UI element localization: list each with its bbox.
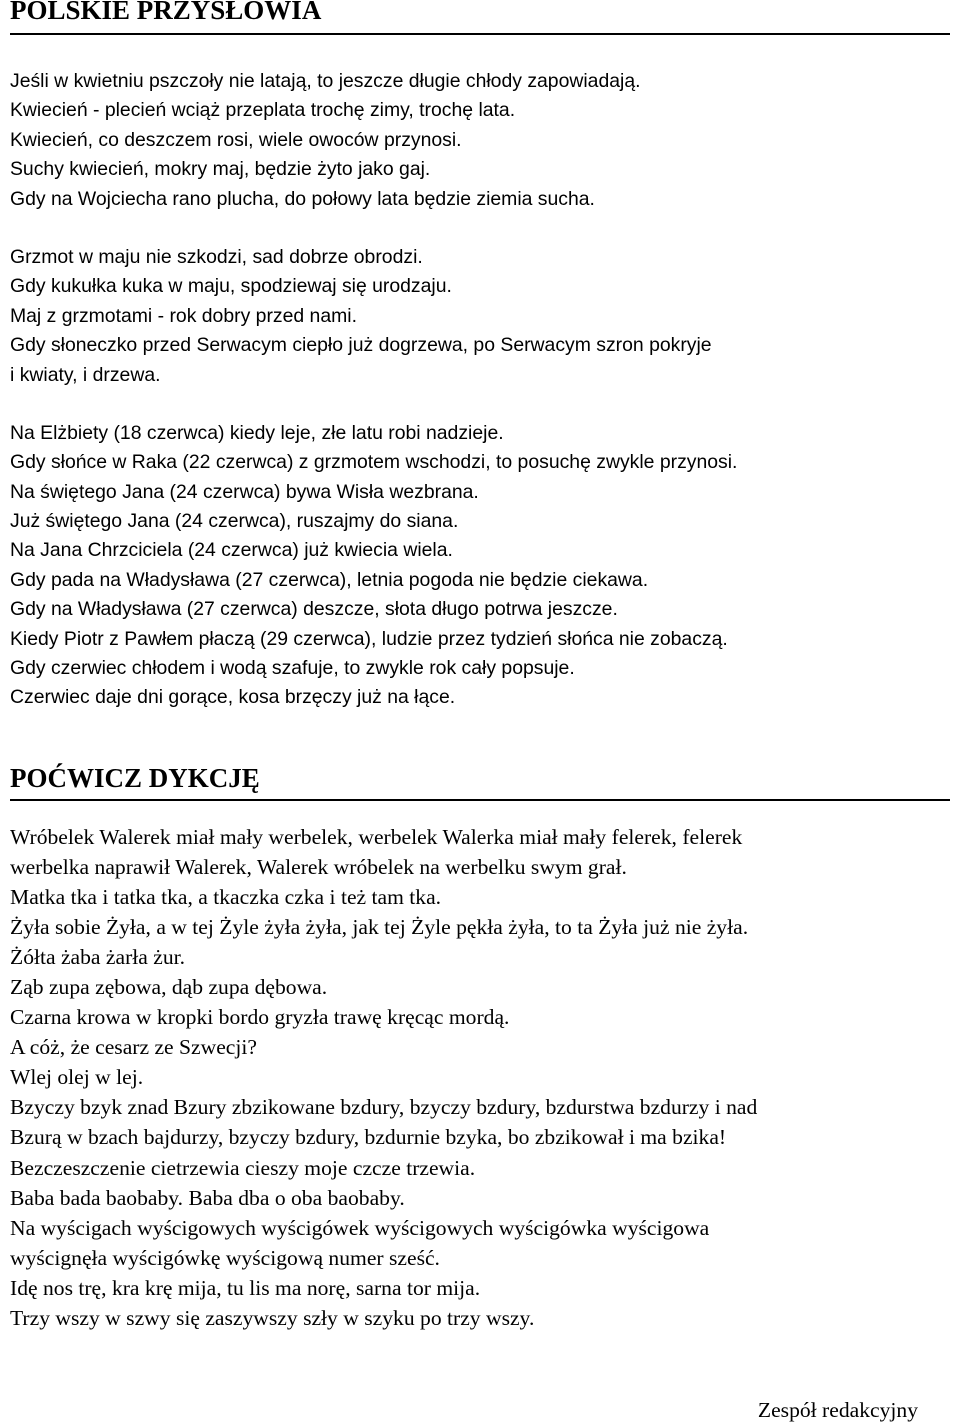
proverb-line: i kwiaty, i drzewa. (10, 363, 161, 386)
proverbs-group-june (10, 419, 950, 713)
proverbs-section (10, 67, 950, 713)
tongue-twister-line: Żółta żaba żarła żur. (10, 945, 186, 970)
proverb-line: Już świętego Jana (24 czerwca), ruszajmy do siana. (10, 510, 459, 533)
proverb-line: Kwiecień, co deszczem rosi, wiele owoców przynosi. (10, 128, 462, 151)
title-underline (10, 799, 950, 801)
tongue-twister-line: Na wyścigach wyścigowych wyścigówek wyścigowych wyścigówka wyścigowa (10, 1215, 710, 1240)
tongue-twister-line: Matka tka i tatka tka, a tkaczka czka i też tam tka. (10, 885, 442, 910)
tongue-twister-line: Wróbelek Walerek miał mały werbelek, werbelek Walerka miał mały felerek, felerek (10, 825, 743, 849)
tongue-twister-line: werbelka naprawił Walerek, Walerek wróbelek na werbelku swym grał. (10, 855, 627, 880)
tongue-twister-line: Ząb zupa zębowa, dąb zupa dębowa. (10, 975, 328, 1000)
proverb-line: Gdy słoneczko przed Serwacym ciepło już dogrzewa, po Serwacym szron pokryje (10, 334, 712, 357)
tongue-twister-line: Wlej olej w lej. (10, 1065, 144, 1090)
proverb-line: Gdy słońce w Raka (22 czerwca) z grzmotem wschodzi, to posuchę zwykle przynosi. (10, 451, 738, 474)
tongue-twister-line: Baba bada baobaby. Baba dba o oba baobaby. (10, 1185, 405, 1210)
tongue-twister-line: Bzurą w bzach bajdurzy, bzyczy bzdury, bzdurnie bzyka, bo zbzikował i ma bzika! (10, 1125, 727, 1150)
proverb-line: Kiedy Piotr z Pawłem płaczą (29 czerwca), ludzie przez tydzień słońca nie zobaczą. (10, 627, 728, 650)
proverb-line: Czerwiec daje dni gorące, kosa brzęczy już na łące. (10, 686, 456, 709)
tongue-twister-line: Bzyczy bzyk znad Bzury zbzikowane bzdury, bzyczy bzdury, bzdurstwa bzdurzy i nad (10, 1095, 758, 1120)
paragraph-gap (10, 214, 950, 243)
tongue-twisters-section (10, 822, 950, 1333)
paragraph-gap (10, 390, 950, 419)
section-title-diction: POĆWICZ DYKCJĘ (10, 763, 260, 793)
proverb-line: Na Elżbiety (18 czerwca) kiedy leje, złe latu robi nadzieje. (10, 421, 504, 444)
proverb-line: Na Jana Chrzciciela (24 czerwca) już kwiecia wiela. (10, 539, 453, 562)
tongue-twister-line: Trzy wszy w szwy się zaszywszy szły w szyku po trzy wszy. (10, 1305, 535, 1330)
tongue-twister-line: A cóż, że cesarz ze Szwecji? (10, 1035, 257, 1060)
proverb-line: Gdy pada na Władysława (27 czerwca), letnia pogoda nie będzie ciekawa. (10, 568, 649, 591)
proverb-line: Gdy czerwiec chłodem i wodą szafuje, to zwykle rok cały popsuje. (10, 657, 575, 680)
proverb-line: Grzmot w maju nie szkodzi, sad dobrze obrodzi. (10, 245, 423, 268)
tongue-twister-line: wyścignęła wyścigówkę wyścigową numer sześć. (10, 1245, 440, 1270)
title-underline (10, 33, 950, 35)
tongue-twister-line: Idę nos trę, kra krę mija, tu lis ma norę, sarna tor mija. (10, 1275, 481, 1300)
proverb-line: Kwiecień - plecień wciąż przeplata trochę zimy, trochę lata. (10, 99, 516, 122)
tongue-twister-line: Bezczeszczenie cietrzewia cieszy moje czcze trzewia. (10, 1155, 476, 1180)
proverb-line: Gdy kukułka kuka w maju, spodziewaj się urodzaju. (10, 275, 452, 298)
proverb-line: Jeśli w kwietniu pszczoły nie latają, to jeszcze długie chłody zapowiadają. (10, 70, 641, 92)
proverb-line: Suchy kwiecień, mokry maj, będzie żyto jako gaj. (10, 158, 431, 181)
proverb-line: Gdy na Wojciecha rano plucha, do połowy lata będzie ziemia sucha. (10, 187, 595, 210)
proverb-line: Maj z grzmotami - rok dobry przed nami. (10, 304, 357, 327)
section-title-proverbs: POLSKIE PRZYSŁOWIA (10, 0, 322, 25)
proverb-line: Na świętego Jana (24 czerwca) bywa Wisła wezbrana. (10, 480, 479, 503)
proverbs-group-april (10, 67, 950, 214)
signature: Zespół redakcyjny (757, 1398, 918, 1422)
tongue-twister-line: Czarna krowa w kropki bordo gryzła trawę kręcąc mordą. (10, 1005, 510, 1030)
proverb-line: Gdy na Władysława (27 czerwca) deszcze, słota długo potrwa jeszcze. (10, 598, 618, 621)
proverbs-group-may (10, 243, 950, 390)
tongue-twister-line: Żyła sobie Żyła, a w tej Żyle żyła żyła, jak tej Żyle pękła żyła, to ta Żyła już nie żyła. (10, 915, 749, 940)
